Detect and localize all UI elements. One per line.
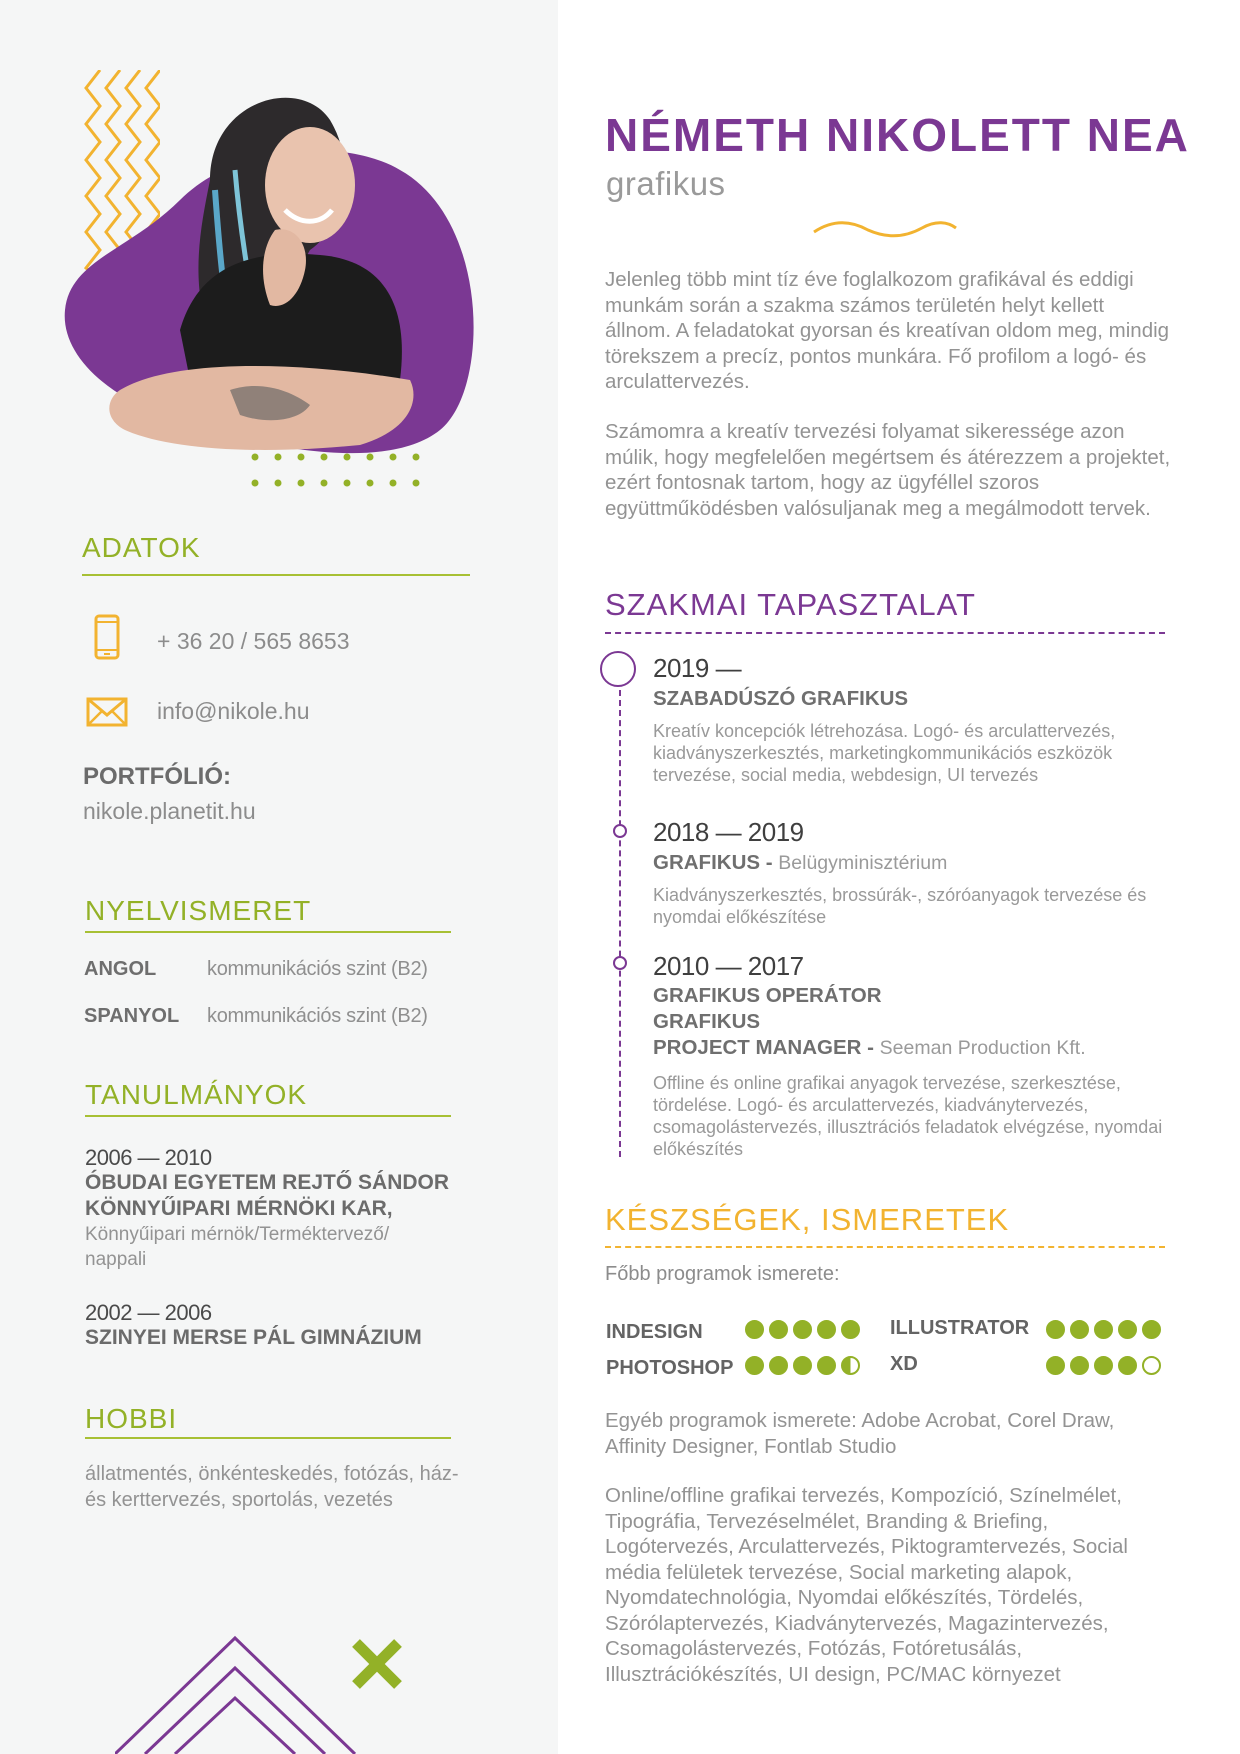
phone-number[interactable]: + 36 20 / 565 8653	[157, 628, 350, 654]
rating-dot	[1070, 1320, 1089, 1339]
rating-dot	[745, 1356, 764, 1375]
section-title-skills: KÉSZSÉGEK, ISMERETEK	[605, 1202, 1010, 1237]
person-name: NÉMETH NIKOLETT NEA	[605, 109, 1190, 161]
rating-dot	[1118, 1356, 1137, 1375]
rating-dot	[817, 1356, 836, 1375]
programs-label: Főbb programok ismerete:	[605, 1263, 840, 1285]
phone-icon	[94, 614, 120, 660]
other-programs: Egyéb programok ismerete: Adobe Acrobat, Corel Draw, Affinity Designer, Fontlab Studio	[605, 1409, 1115, 1458]
language-level: kommunikációs szint (B2)	[207, 958, 428, 980]
competencies: Online/offline grafikai tervezés, Kompozíció, Színelmélet, Tipográfia, Tervezéselmélet, Branding & Briefing, Logótervezés, Arculattervezés, Piktogramtervezés, Social média felületek tervezése, Social marketing alapok, Nyomdatechnológia, Nyomdai előkészítés, Tördelés, Szórólaptervezés, Kiadványtervezés, Magazintervezés, Csomagolástervezés, Fotózás, Fotóretusálás, Illusztrációkészítés, UI design, PC/MAC környezet	[605, 1484, 1128, 1686]
rating-dot	[769, 1320, 788, 1339]
portfolio-label: PORTFÓLIÓ:	[83, 763, 231, 790]
job-role-title: PROJECT MANAGER -	[653, 1036, 880, 1059]
timeline-marker	[613, 956, 627, 970]
school-name: SZINYEI MERSE PÁL GIMNÁZIUM	[85, 1326, 422, 1349]
skill-name: XD	[890, 1353, 918, 1375]
intro-paragraph: Számomra a kreatív tervezési folyamat sikeressége azon múlik, hogy megfelelően megértsem és átérezzem a projektet, ezért fontosnak tartom, hogy az ügyféllel szoros együttműködésben valósuljanak meg a megálmodott tervek.	[605, 420, 1171, 520]
rating-dot	[769, 1356, 788, 1375]
section-title-education: TANULMÁNYOK	[85, 1079, 308, 1110]
envelope-icon	[86, 697, 128, 727]
education-years: 2006 — 2010	[85, 1145, 212, 1170]
job-role: GRAFIKUS	[653, 1010, 761, 1033]
rating-dot	[1118, 1320, 1137, 1339]
skill-name: ILLUSTRATOR	[890, 1317, 1030, 1339]
section-divider	[82, 574, 470, 576]
skill-rating	[1046, 1320, 1161, 1339]
education-years: 2002 — 2006	[85, 1300, 212, 1325]
skill-name: PHOTOSHOP	[606, 1357, 734, 1379]
job-description: Offline és online grafikai anyagok tervezése, szerkesztése, tördelése. Logó- és arculattervezés, kiadványtervezés, csomagolástervezés, illusztrációs feladatok elvégzése, nyomdai előkészítés	[653, 1073, 1163, 1159]
skill-rating	[745, 1356, 860, 1375]
person-role: grafikus	[606, 165, 726, 202]
school-name: ÓBUDAI EGYETEM REJTŐ SÁNDOR	[85, 1171, 450, 1194]
job-role: GRAFIKUS OPERÁTOR	[653, 984, 882, 1007]
language-name: ANGOL	[84, 958, 157, 980]
skill-rating	[745, 1320, 860, 1339]
wave-decoration	[812, 220, 958, 238]
skill-rating	[1046, 1356, 1161, 1375]
intro-paragraph: Jelenleg több mint tíz éve foglalkozom grafikával és eddigi munkám során a szakma számos területén helyt kellett állnom. A feladatokat gyorsan és kreatívan oldom meg, mindig törekszem a precíz, pontos munkára. Fő profilom a logó- és arculattervezés.	[605, 268, 1170, 393]
rating-dot	[793, 1320, 812, 1339]
school-detail: Könnyűipari mérnök/Terméktervező/ nappali	[85, 1224, 390, 1270]
rating-dot	[1046, 1320, 1065, 1339]
language-level: kommunikációs szint (B2)	[207, 1005, 428, 1027]
timeline-marker	[613, 824, 627, 838]
portrait-photo	[60, 60, 480, 460]
job-years: 2018 — 2019	[653, 817, 804, 847]
chevron-decoration	[115, 1635, 365, 1754]
job-years: 2019 —	[653, 653, 742, 683]
email-link[interactable]: info@nikole.hu	[157, 698, 310, 724]
section-divider	[85, 931, 451, 933]
job-organization: Belügyminisztérium	[778, 852, 948, 874]
rating-dot	[745, 1320, 764, 1339]
rating-dot	[841, 1320, 860, 1339]
section-title-adatok: ADATOK	[82, 532, 201, 563]
hobby-text: állatmentés, önkénteskedés, fotózás, ház- és kerttervezés, sportolás, vezetés	[85, 1463, 459, 1511]
section-divider	[605, 632, 1165, 634]
rating-dot	[1094, 1320, 1113, 1339]
section-divider	[85, 1437, 451, 1439]
x-mark-decoration	[350, 1637, 404, 1691]
rating-dot	[841, 1356, 860, 1375]
school-faculty: KÖNNYŰIPARI MÉRNÖKI KAR,	[85, 1197, 393, 1220]
rating-dot	[1046, 1356, 1065, 1375]
language-name: SPANYOL	[84, 1005, 180, 1027]
section-divider	[85, 1115, 451, 1117]
job-years: 2010 — 2017	[653, 951, 804, 981]
section-divider	[605, 1246, 1165, 1248]
dot-grid-decoration	[250, 452, 426, 492]
rating-dot	[1142, 1356, 1161, 1375]
job-role	[653, 850, 947, 876]
section-title-languages: NYELVISMERET	[85, 895, 312, 926]
timeline-line	[619, 690, 621, 1157]
section-title-experience: SZAKMAI TAPASZTALAT	[605, 587, 976, 622]
job-role-title: GRAFIKUS -	[653, 851, 779, 874]
job-description: Kiadványszerkesztés, brossúrák-, szóróanyagok tervezése és nyomdai előkészítése	[653, 885, 1147, 927]
job-description: Kreatív koncepciók létrehozása. Logó- és arculattervezés, kiadványszerkesztés, marketingkommunikációs eszközök tervezése, social media, webdesign, UI tervezés	[653, 721, 1116, 785]
rating-dot	[817, 1320, 836, 1339]
section-title-hobby: HOBBI	[85, 1403, 178, 1434]
rating-dot	[1142, 1320, 1161, 1339]
rating-dot	[1070, 1356, 1089, 1375]
job-organization: Seeman Production Kft.	[879, 1037, 1086, 1059]
portfolio-link[interactable]: nikole.planetit.hu	[83, 798, 256, 824]
rating-dot	[1094, 1356, 1113, 1375]
job-role: SZABADÚSZÓ GRAFIKUS	[653, 687, 909, 710]
rating-dot	[793, 1356, 812, 1375]
skill-name: INDESIGN	[606, 1321, 703, 1343]
job-role	[653, 1035, 1086, 1061]
timeline-circle-icon	[600, 651, 636, 687]
